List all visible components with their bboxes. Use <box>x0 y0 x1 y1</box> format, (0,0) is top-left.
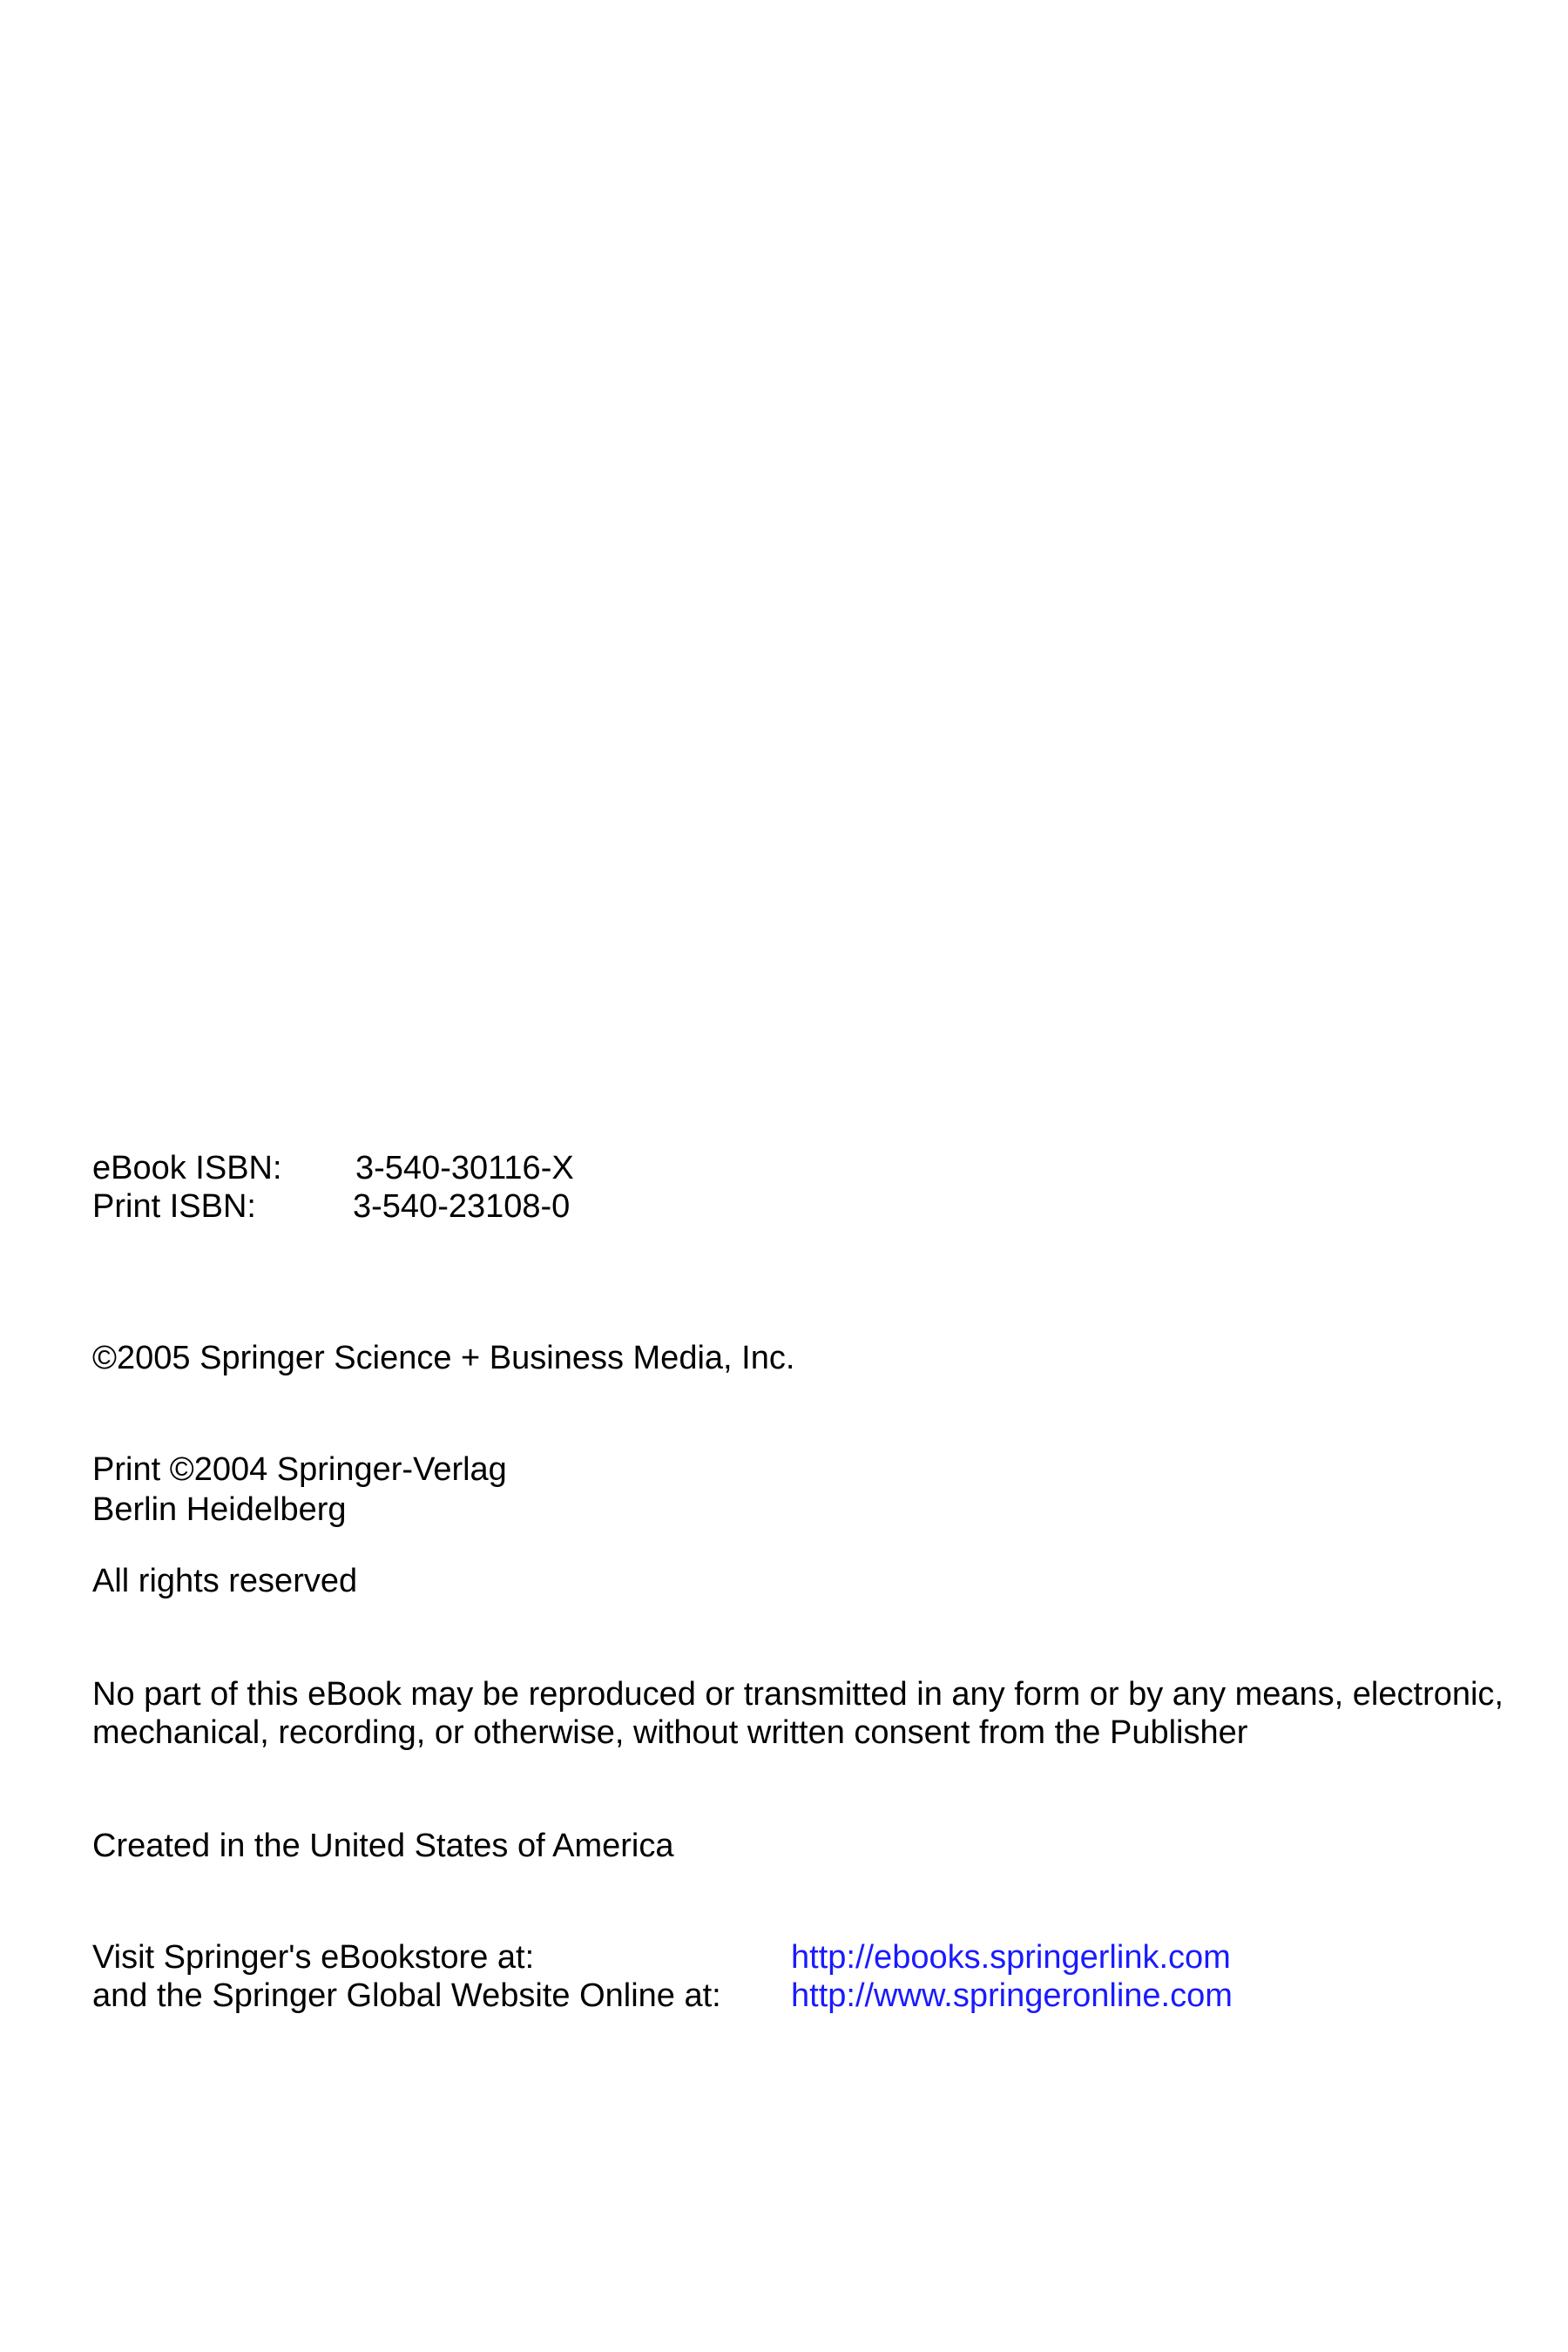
reproduction-notice-line-2: mechanical, recording, or otherwise, without written consent from the Publisher <box>92 1714 1248 1751</box>
print-isbn-label: Print ISBN: <box>92 1188 256 1225</box>
print-isbn-value: 3-540-23108-0 <box>353 1188 571 1225</box>
copyright-line: ©2005 Springer Science + Business Media, Inc. <box>92 1340 795 1376</box>
ebook-isbn-value: 3-540-30116-X <box>355 1150 574 1186</box>
rights-reserved: All rights reserved <box>92 1563 358 1599</box>
ebookstore-label: Visit Springer's eBookstore at: <box>92 1939 535 1976</box>
print-location-line: Berlin Heidelberg <box>92 1491 347 1528</box>
ebook-isbn-label: eBook ISBN: <box>92 1150 282 1186</box>
reproduction-notice-line-1: No part of this eBook may be reproduced or transmitted in any form or by any means, electronic, <box>92 1676 1504 1713</box>
created-in-line: Created in the United States of America <box>92 1828 674 1864</box>
global-website-label: and the Springer Global Website Online at: <box>92 1977 721 2014</box>
print-copyright-line: Print ©2004 Springer-Verlag <box>92 1451 507 1488</box>
global-website-link[interactable]: http://www.springeronline.com <box>791 1977 1233 2014</box>
ebookstore-link[interactable]: http://ebooks.springerlink.com <box>791 1939 1231 1976</box>
